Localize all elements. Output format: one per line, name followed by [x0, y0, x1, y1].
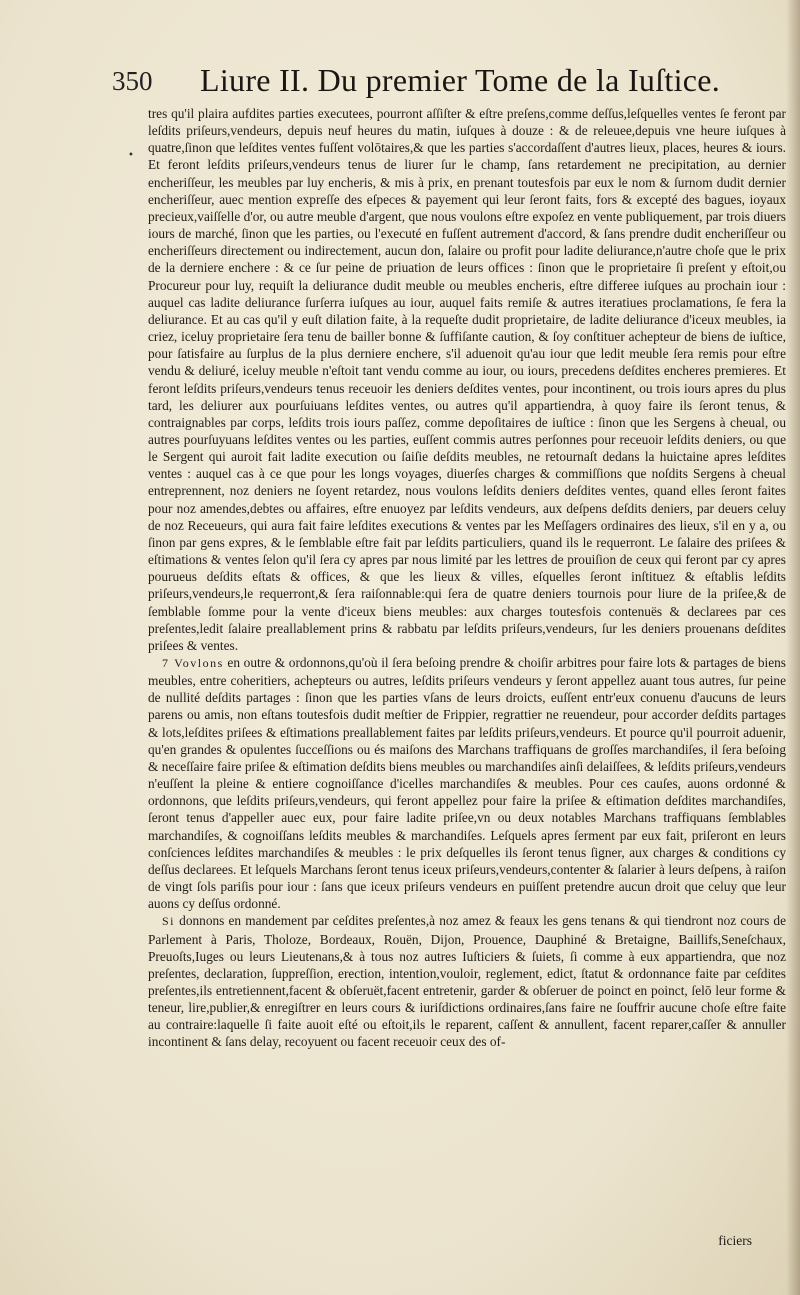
paragraph-lead: 7 Vovlons	[162, 656, 224, 670]
page-header	[112, 62, 722, 102]
margin-dot: •	[128, 150, 134, 161]
paragraph	[148, 654, 786, 912]
paragraph	[148, 912, 786, 1050]
running-title: Liure II. Du premier Tome de la Iuſtice.	[200, 62, 721, 98]
body-text	[148, 105, 786, 1051]
paragraph-text: en outre & ordonnons,qu'où il ſera beſoing prendre & choiſir arbitres pour faire lots & partages de biens meubles, entre coheritiers, achepteurs ou autres, leſdits priſeurs vendeurs y ſeront appellez auant tous autres, ſur peine de nullité deſdits partages : ſinon que les parties vſans de leurs droicts, euſſent entr'eux conuenu d'aucuns de leurs parens ou amis, non eſtans toutesfois dudit meſtier de Frippier, regrattier ne reuendeur, pour accorder deſdits partages & lots,leſdites priſees & eſtimations preallablement faites par leſdits priſeurs,vendeurs. Et pource qu'il pourroit aduenir, qu'en grandes & opulentes ſucceſſions ou és maiſons des Marchans traffiquans de groſſes marchandiſes, il ſera beſoing & neceſſaire faire priſee & eſtimation deſdits biens meubles ou marchandiſes ainſi delaiſſees, & leſdits priſeurs,vendeurs n'euſſent la pleine & entiere cognoiſſance d'icelles marchandiſes & meubles. Pour ces cauſes, auons ordonné & ordonnons, que leſdits priſeurs,vendeurs, qui feront appellez pour faire la priſee & eſtimation deſdites marchandiſes, ſeront tenus d'appeller auec eux, pour faire ladite priſee,vn ou deux notables Marchans traffiquans ſemblables marchandiſes, & cognoiſſans leſdits meubles & marchandiſes. Leſquels apres ſerment par eux fait, priſeront en leurs conſciences leſdites marchandiſes & meubles : le prix deſquelles ils ſeront tenus ſigner, aux charges & conditions cy deſſus declarees. Et leſquels Marchans ſeront tenus iceux priſeurs,vendeurs,contenter & ſalarier à leurs deſpens, à raiſon de vingt ſols pariſis pour iour : ſans que iceux priſeurs vendeurs en puiſſent pretendre aucun droit que celuy que leur auons cy deſſus ordonné.	[148, 655, 786, 912]
paragraph-lead: Si	[162, 914, 176, 929]
paragraph-text: donnons en mandement par ceſdites preſentes,à noz amez & feaux les gens tenans & qui tiendront noz cours de Parlement à Paris, Tholoze, Bordeaux, Rouën, Dijon, Prouence, Dauphiné & Bretaigne, Baillifs,Seneſchaux, Preuoſts,Iuges ou leurs Lieutenans,& à tous noz autres Iuſticiers & ſuiets, ſi comme à eux appartiendra, que noz preſentes, declaration, ſuppreſſion, erection, intention,vouloir, reglement, edict, ſtatut & ordonnance faite par ceſdites preſentes,ils entretiennent,facent & obſeruët,facent entretenir, garder & obſeruer de poinct en poinct, ſelō leur forme & teneur, lire,publier,& enregiſtrer en leurs cours & iuriſdictions ordinaires,ſans faire ne ſouffrir aucune choſe eſtre faite au contraire:laquelle ſi faite auoit eſté ou eſtoit,ils le reparent, caſſent & annullent, facent reparer,caſſer & annuller incontinent & ſans delay, recoyuent ou facent receuoir ceux des of-	[148, 913, 786, 1050]
page-number: 350	[112, 66, 153, 96]
paragraph-text: tres qu'il plaira aufdites parties executees, pourront aſſiſter & eſtre preſens,comme deſſus,leſquelles ventes ſe feront par leſdits priſeurs,vendeurs, depuis neuf heures du matin, iuſques à douze : & de releuee,depuis vne heure iuſques à quatre,ſinon que leſdites ventes fuſſent volōtaires,& que les parties s'accordaſſent d'autres lieux, places, heures & iours. Et feront leſdits priſeurs,vendeurs tenus de liurer ſur le champ, ſans retardement ne precipitation, au dernier encheriſſeur, les meubles par luy encheris, & mis à prix, en prenant toutesfois par eux le nom & ſurnom dudit dernier encheriſſeur, auec mention expreſſe des eſpeces & payement qui leur ſeront faits, fors & excepté des bagues, ioyaux precieux,vaiſſelle d'or, ou autre meuble d'argent, que nous voulons eſtre expoſez en vente publiquement, par trois diuers iours de marché, ſinon que les parties, ou l'executé en fuſſent autrement d'accord, & ſans prendre dudit encheriſſeur ou encheriſſeurs directement ou indirectement, aucun don, ſalaire ou profit pour ladite deliurance,n'autre choſe que le prix de la derniere enchere : & ce ſur peine de priuation de leurs offices : ſinon que le proprietaire ſi preſent y eſtoit,ou Procureur pour luy, requiſt la deliurance dudit meuble ou meubles encheris, eſtre differee iuſques au prochain iour : auquel cas ladite deliurance ſurſerra iuſques au iour, auquel faits remiſe & autres iteratiues proclamations, ſe fera la deliurance. Et au cas qu'il y euſt dilation faite, à la requeſte dudit proprietaire, de ladite deliurance d'iceux meubles, ia criez, iceluy proprietaire ſera tenu de bailler bonne & ſuffiſante caution, & ſoy conſtituer achepteur de biens de iuſtice, pour ſatisfaire au ſurplus de la plus derniere enchere, s'il aduenoit qu'au iour que ledit meuble ſera remis pour eſtre vendu & deliuré, iceluy meuble n'eſtoit tant vendu comme au iour, ou iours, precedens deſdites encheres premieres. Et feront leſdits priſeurs,vendeurs tenus receuoir les deniers deſdites ventes, pour incontinent, ou trois iours apres du plus tard, les deliurer aux pourſuiuans leſdites ventes, ou autres qu'il appartiendra, à quoy faire ils ſeront tenus, & contraignables par corps, leſdits trois iours paſſez, comme depoſitaires de iuſtice : ſinon que les Sergens à cheual, ou autres pourſuyuans leſdites ventes ou les parties, euſſent commis autres perſonnes pour receuoir leſdits deniers, ou que le Sergent qui auroit fait ladite execution ou ſaiſie deſdits meubles, ne retournaſt dedans la huictaine apres leſdites ventes : auquel cas à ce que pour les longs voyages, diuerſes charges & commiſſions que noſdits Sergens à cheual entreprennent, noz deniers ne ſoyent retardez, nous voulons leſdits deniers deſdites ventes, quand elles ſeront faites pour noz amendes,debtes ou affaires, eſtre enuoyez par leſdits vendeurs, aux deſpens deſdits deniers, par deuers celuy de noz Receueurs, qui aura fait faire leſdites executions & ventes par les Meſſagers ordinaires des lieux, s'il en y a, ou ſinon par gens expres, & le ſemblable eſtre fait par leſdits particuliers, quand ils le requerront. Le ſalaire des priſees & eſtimations & ventes ſelon qu'il ſera cy apres par nous limité par les lettres de prouiſion de ceux qui feront par cy apres pourueus deſdits eſtats & offices, & que les lieux & villes, eſquelles ſeront inſtituez & eſtablis leſdits priſeurs,vendeurs,le requerront,& ſera raiſonnable:qui ſera de quatre deniers tournois pour liure de la priſee,& de ſemblable ſomme pour la vente d'iceux biens meubles: aux charges toutesfois contenuës & declarees par ces preſentes,ledit ſalaire preallablement prins & rabbatu par leſdits priſeurs,vendeurs, ſur les deniers prouenans deſdites priſees & ventes.	[148, 106, 786, 653]
page-edge-shadow	[786, 0, 800, 1295]
catchword: ficiers	[718, 1233, 752, 1248]
paragraph	[148, 105, 786, 654]
